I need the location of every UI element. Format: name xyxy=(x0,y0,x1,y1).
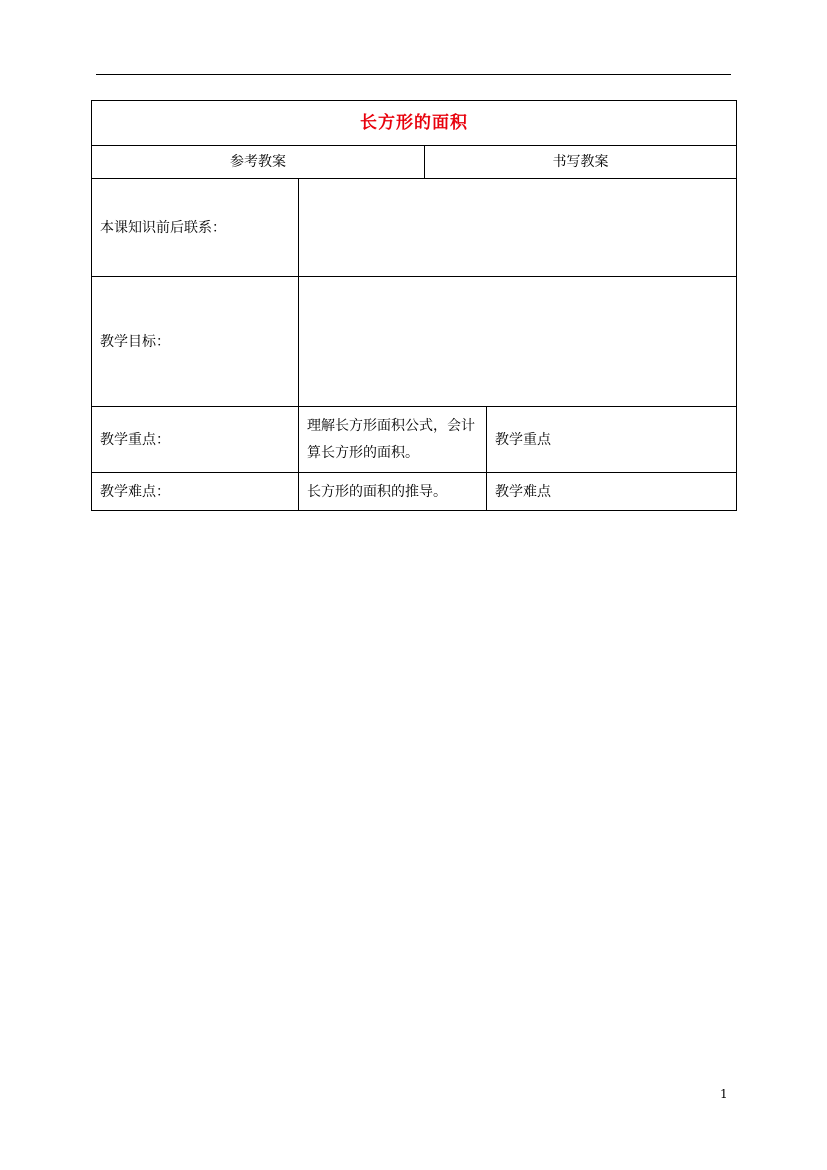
row-content-key-points xyxy=(299,407,486,472)
lesson-title: 长方形的面积 xyxy=(360,113,468,133)
row-note-key-points: 教学重点 xyxy=(495,431,551,448)
column-header-writing: 书写教案 xyxy=(552,154,609,170)
row-content-teaching-goals[interactable] xyxy=(299,277,736,406)
key-points-line-1: 理解长方形面积公式，会计 xyxy=(307,418,475,434)
column-header-reference: 参考教案 xyxy=(230,154,286,170)
header-rule xyxy=(96,74,731,75)
row-content-knowledge-link[interactable] xyxy=(299,179,736,276)
table-border-bottom xyxy=(91,510,737,511)
row-label-key-points: 教学重点： xyxy=(100,431,170,448)
table-border-right xyxy=(736,100,737,511)
key-points-line-2: 算长方形的面积。 xyxy=(307,445,419,461)
row-label-teaching-goals: 教学目标： xyxy=(100,333,170,350)
row-label-knowledge-link: 本课知识前后联系： xyxy=(100,219,226,236)
page-number: 1 xyxy=(720,1087,728,1101)
row-content-difficulties: 长方形的面积的推导。 xyxy=(307,483,447,500)
row-label-difficulties: 教学难点： xyxy=(100,483,170,500)
row-note-difficulties: 教学难点 xyxy=(495,483,551,500)
